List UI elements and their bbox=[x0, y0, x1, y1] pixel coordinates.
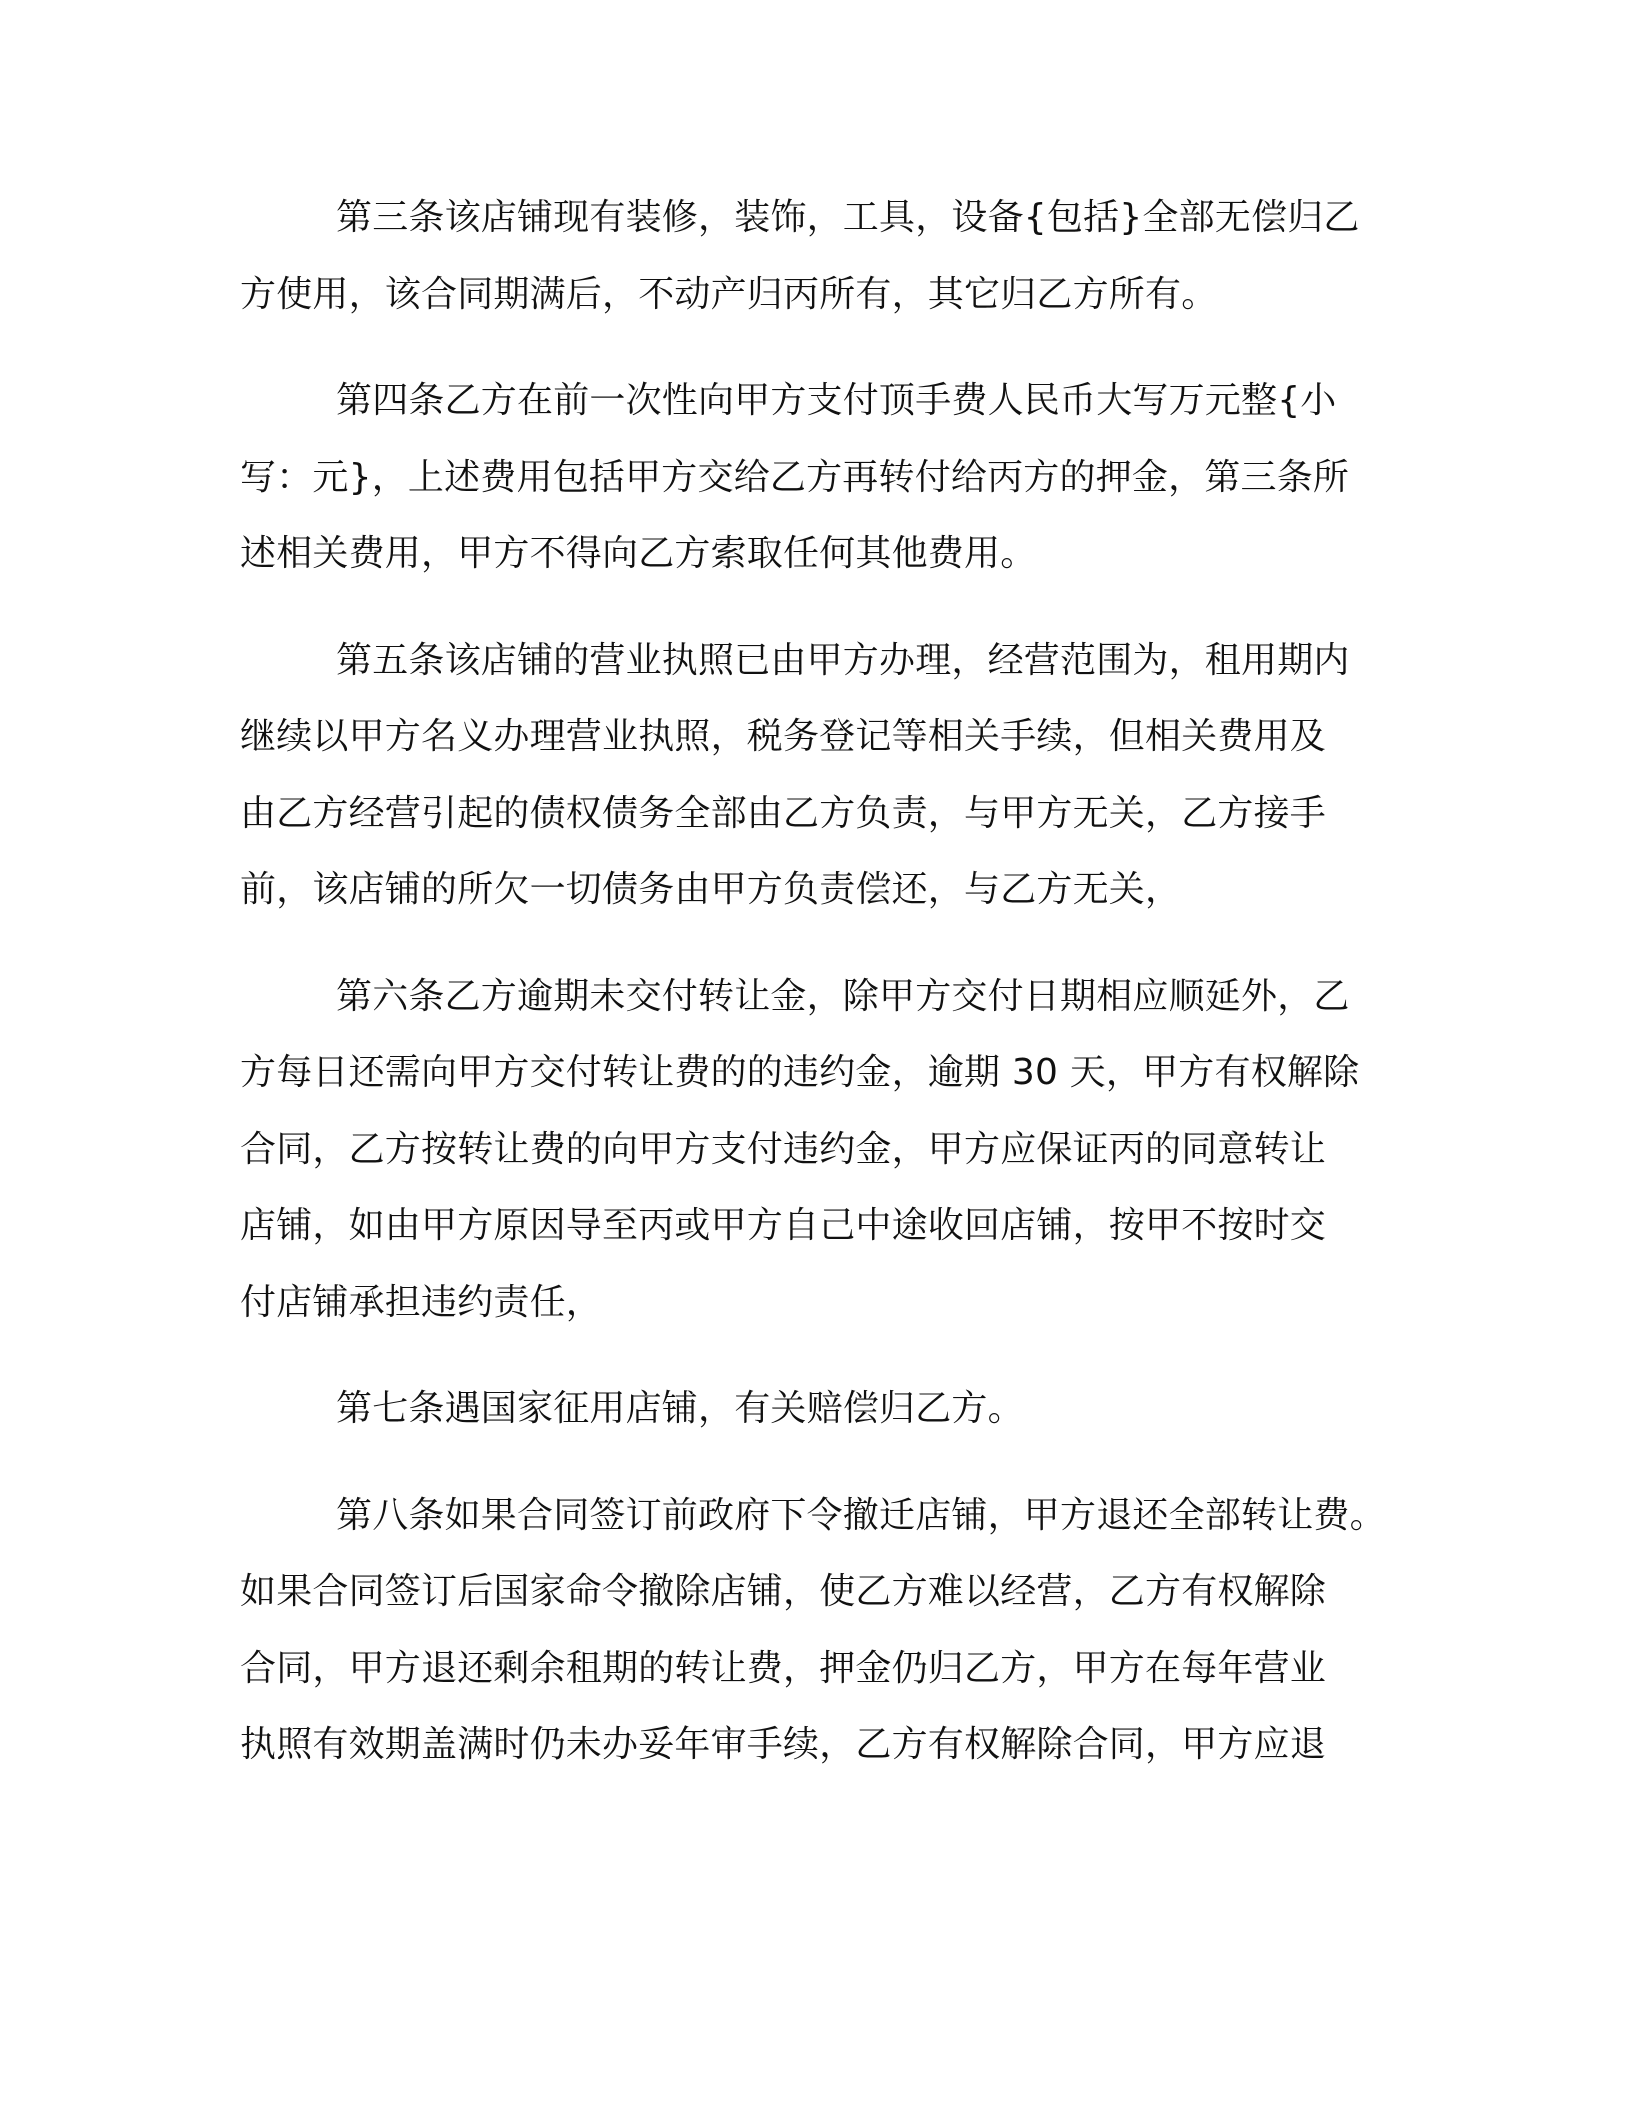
article-line: 述相关费用，甲方不得向乙方索取任何其他费用。 bbox=[240, 533, 1037, 574]
article-7 bbox=[240, 1371, 1395, 1448]
article-line: 写：元}，上述费用包括甲方交给乙方再转付给丙方的押金，第三条所 bbox=[240, 456, 1350, 498]
article-line: 执照有效期盖满时仍未办妥年审手续，乙方有权解除合同，甲方应退 bbox=[240, 1724, 1327, 1765]
article-3 bbox=[240, 180, 1395, 333]
document-body bbox=[240, 180, 1395, 1784]
article-line: 付店铺承担违约责任， bbox=[240, 1281, 603, 1323]
article-line: 第七条遇国家征用店铺，有关赔偿归乙方。 bbox=[336, 1388, 1024, 1429]
article-line: 第三条该店铺现有装修，装饰，工具，设备{包括}全部无偿归乙 bbox=[336, 197, 1360, 238]
article-line: 方使用，该合同期满后，不动产归丙所有，其它归乙方所有。 bbox=[240, 273, 1218, 315]
article-line: 第五条该店铺的营业执照已由甲方办理，经营范围为，租用期内 bbox=[336, 639, 1350, 681]
article-line: 如果合同签订后国家命令撤除店铺，使乙方难以经营，乙方有权解除 bbox=[240, 1571, 1327, 1612]
article-line: 合同，乙方按转让费的向甲方支付违约金，甲方应保证丙的同意转让 bbox=[240, 1128, 1327, 1170]
article-5 bbox=[240, 623, 1395, 929]
article-line: 合同，甲方退还剩余租期的转让费，押金仍归乙方，甲方在每年营业 bbox=[240, 1647, 1327, 1689]
article-line: 前，该店铺的所欠一切债务由甲方负责偿还，与乙方无关， bbox=[240, 869, 1182, 910]
article-line: 由乙方经营引起的债权债务全部由乙方负责，与甲方无关，乙方接手 bbox=[240, 792, 1327, 834]
article-6 bbox=[240, 959, 1395, 1342]
article-line: 方每日还需向甲方交付转让费的的违约金，逾期 30 天，甲方有权解除 bbox=[240, 1052, 1360, 1093]
article-4 bbox=[240, 363, 1395, 593]
article-line: 第六条乙方逾期未交付转让金，除甲方交付日期相应顺延外，乙 bbox=[336, 975, 1350, 1017]
article-line: 第八条如果合同签订前政府下令撤迁店铺，甲方退还全部转让费。 bbox=[336, 1494, 1386, 1536]
article-line: 第四条乙方在前一次性向甲方支付顶手费人民币大写万元整{小 bbox=[336, 380, 1337, 421]
article-8 bbox=[240, 1478, 1395, 1784]
article-line: 继续以甲方名义办理营业执照，税务登记等相关手续，但相关费用及 bbox=[240, 716, 1327, 757]
article-line: 店铺，如由甲方原因导至丙或甲方自己中途收回店铺，按甲不按时交 bbox=[240, 1205, 1327, 1246]
